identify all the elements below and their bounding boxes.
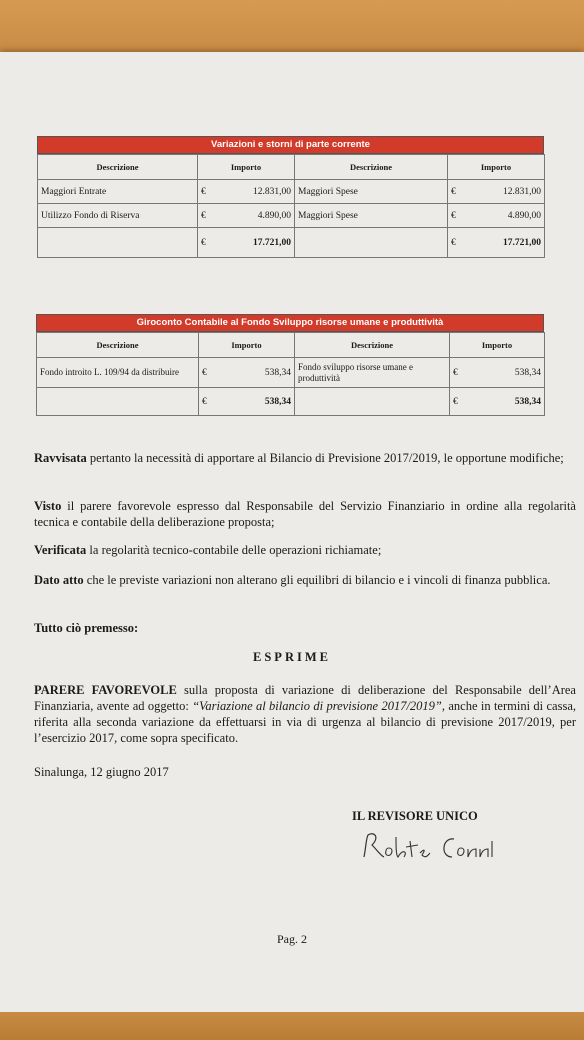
table-title: Giroconto Contabile al Fondo Sviluppo risorse umane e produttività [36, 314, 544, 332]
handwritten-signature [360, 827, 500, 867]
paragraph-lead: Tutto ciò premesso: [34, 621, 139, 635]
paragraph-text: , anche in termini di cassa, riferita alla seconda variazione da effettuarsi in via di urgenza al bilancio di previsione 2017/2019, per l’esercizio 2017, come sopra specificato. [34, 699, 576, 745]
paragraph-lead: Dato atto [34, 573, 84, 587]
column-header: Descrizione [295, 155, 448, 180]
paragraph-text: sulla proposta di variazione di deliberazione del Responsabile dell’Area Finanziaria, avente ad oggetto: [34, 683, 576, 713]
desk-background-bottom [0, 1012, 584, 1040]
table-cell [295, 388, 450, 416]
document-page [0, 52, 584, 1014]
paragraph-visto [34, 498, 576, 530]
table-cell: Maggiori Entrate [38, 180, 198, 204]
table-title: Variazioni e storni di parte corrente [37, 136, 544, 154]
table-cell: Fondo sviluppo risorse umane e produttività [295, 358, 450, 388]
variations-table [37, 136, 544, 258]
table-row [37, 358, 545, 388]
table-cell: Fondo introito L. 109/94 da distribuire [37, 358, 199, 388]
total-amount-cell: € 17.721,00 [448, 228, 545, 258]
paragraph-lead: Verificata [34, 543, 87, 557]
amount-cell: € 4.890,00 [448, 204, 545, 228]
table-cell [295, 228, 448, 258]
column-header: Descrizione [38, 155, 198, 180]
paragraph-text: la regolarità tecnico-contabile delle operazioni richiamate; [86, 543, 382, 557]
place-date: Sinalunga, 12 giugno 2017 [34, 765, 169, 779]
table-body [36, 332, 545, 416]
total-amount-cell: € 538,34 [450, 388, 545, 416]
paragraph-text: il parere favorevole espresso dal Responsabile del Servizio Finanziario in ordine alla regolarità tecnica e contabile della deliberazione proposta; [34, 499, 576, 529]
table-cell [38, 228, 198, 258]
paragraph-lead: Visto [34, 499, 62, 513]
table-row [38, 204, 545, 228]
table-row [38, 180, 545, 204]
subject-title: “Variazione al bilancio di previsione 2017/2019” [192, 699, 442, 713]
column-header: Importo [450, 333, 545, 358]
table-header-row [37, 333, 545, 358]
paragraph-dato-atto [34, 572, 576, 588]
table-cell: Maggiori Spese [295, 204, 448, 228]
amount-cell: € 12.831,00 [448, 180, 545, 204]
column-header: Descrizione [37, 333, 199, 358]
paragraph-ravvisata [34, 450, 576, 466]
table-cell [37, 388, 199, 416]
paragraph-parere [34, 682, 576, 746]
paragraph-lead: Ravvisata [34, 451, 87, 465]
column-header: Importo [199, 333, 295, 358]
signer-title: IL REVISORE UNICO [352, 809, 478, 823]
total-amount-cell: € 538,34 [199, 388, 295, 416]
table-cell: Maggiori Spese [295, 180, 448, 204]
amount-cell: € 12.831,00 [198, 180, 295, 204]
total-row [38, 228, 545, 258]
table-header-row [38, 155, 545, 180]
total-amount-cell: € 17.721,00 [198, 228, 295, 258]
column-header: Descrizione [295, 333, 450, 358]
paragraph-text: pertanto la necessità di apportare al Bilancio di Previsione 2017/2019, le opportune modifiche; [86, 451, 564, 465]
amount-cell: € 538,34 [450, 358, 545, 388]
total-row [37, 388, 545, 416]
giroconto-table [36, 314, 544, 416]
esprime-heading: ESPRIME [253, 650, 331, 664]
paragraph-premesso [34, 620, 576, 636]
column-header: Importo [448, 155, 545, 180]
paragraph-verificata [34, 542, 576, 558]
table-body [37, 154, 545, 258]
paragraph-text: che le previste variazioni non alterano gli equilibri di bilancio e i vincoli di finanza pubblica. [83, 573, 551, 587]
table-cell: Utilizzo Fondo di Riserva [38, 204, 198, 228]
amount-cell: € 538,34 [199, 358, 295, 388]
paragraph-lead: PARERE FAVOREVOLE [34, 683, 177, 697]
column-header: Importo [198, 155, 295, 180]
page-number: Pag. 2 [277, 932, 307, 946]
amount-cell: € 4.890,00 [198, 204, 295, 228]
